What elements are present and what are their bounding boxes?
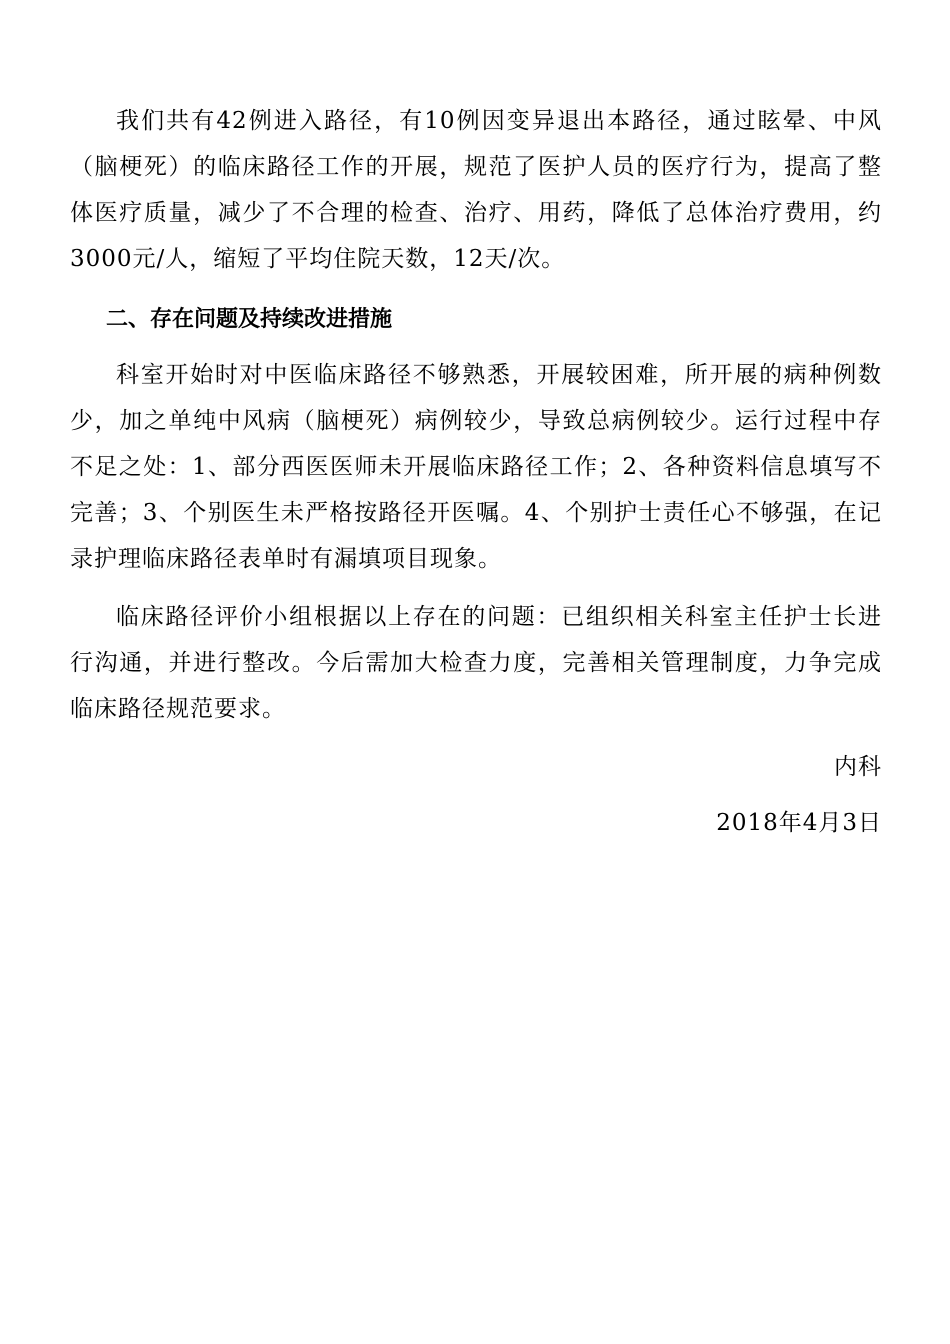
paragraph-spacer: [70, 582, 882, 594]
paragraph-improvements: 临床路径评价小组根据以上存在的问题：已组织相关科室主任护士长进行沟通，并进行整改。今后需加大检查力度，完善相关管理制度，力争完成临床路径规范要求。: [70, 604, 882, 722]
signature-date: 2018年4月3日: [716, 810, 882, 836]
signature-department: 内科: [834, 754, 882, 780]
paragraph-results: 我们共有42例进入路径，有10例因变异退出本路径，通过眩晕、中风（脑梗死）的临床路径工作的开展，规范了医护人员的医疗行为，提高了整体医疗质量，减少了不合理的检查、治疗、用药，降低了总体治疗费用，约3000元/人，缩短了平均住院天数，12天/次。: [70, 108, 882, 272]
document-body: [70, 98, 882, 846]
paragraph-problems: 科室开始时对中医临床路径不够熟悉，开展较困难，所开展的病种例数少，加之单纯中风病（脑梗死）病例较少，导致总病例较少。运行过程中存不足之处：1、部分西医医师未开展临床路径工作；2、各种资料信息填写不完善；3、个别医生未严格按路径开医嘱。4、个别护士责任心不够强，在记录护理临床路径表单时有漏填项目现象。: [70, 362, 882, 572]
section-heading: 二、存在问题及持续改进措施: [106, 307, 393, 332]
